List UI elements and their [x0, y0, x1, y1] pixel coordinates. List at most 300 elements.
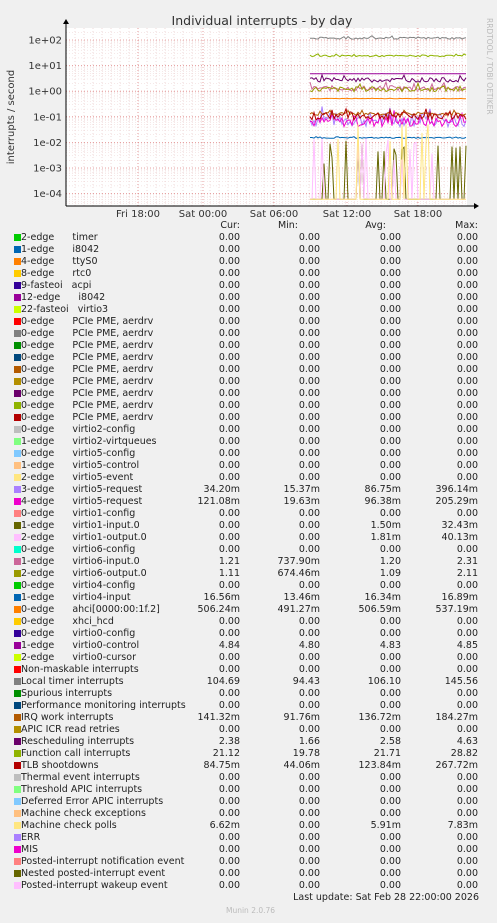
- x-tick-label: Sat 12:00: [322, 209, 372, 220]
- legend-label: Function call interrupts: [21, 748, 131, 759]
- legend-min-value: 0.00: [298, 508, 320, 519]
- legend-swatch: [14, 558, 21, 565]
- legend-row: [0, 676, 497, 688]
- legend-cur-value: 0.00: [218, 460, 240, 471]
- legend-row: [0, 772, 497, 784]
- legend-min-value: 0.00: [298, 424, 320, 435]
- legend-row: [0, 760, 497, 772]
- legend-avg-value: 0.00: [379, 268, 401, 279]
- legend-cur-value: 0.00: [218, 652, 240, 663]
- legend-avg-value: 506.59m: [358, 604, 401, 615]
- legend-cur-value: 104.69: [206, 676, 240, 687]
- legend-avg-value: 0.00: [379, 436, 401, 447]
- legend-max-value: 0.00: [456, 784, 478, 795]
- legend-row: [0, 532, 497, 544]
- legend-max-value: 0.00: [456, 292, 478, 303]
- legend-row: [0, 592, 497, 604]
- legend-cur-value: 4.84: [218, 640, 240, 651]
- legend-cur-value: 16.56m: [203, 592, 240, 603]
- legend-avg-value: 0.00: [379, 616, 401, 627]
- legend-cur-value: 0.00: [218, 628, 240, 639]
- legend-row: [0, 784, 497, 796]
- legend-row: [0, 664, 497, 676]
- legend-cur-value: 0.00: [218, 268, 240, 279]
- legend-max-value: 184.27m: [435, 712, 478, 723]
- y-axis-label: interrupts / second: [6, 69, 17, 165]
- legend-max-value: 4.63: [456, 736, 478, 747]
- y-tick-label: 1e+00: [28, 86, 62, 98]
- legend-cur-value: 0.00: [218, 340, 240, 351]
- legend-label: Machine check exceptions: [21, 808, 146, 819]
- legend-max-value: 0.00: [456, 244, 478, 255]
- legend-row: [0, 568, 497, 580]
- legend-swatch: [14, 462, 21, 469]
- legend-cur-value: 1.11: [218, 568, 240, 579]
- legend-row: [0, 820, 497, 832]
- legend-avg-value: 1.50m: [370, 520, 401, 531]
- legend-swatch: [14, 318, 21, 325]
- legend-avg-value: 0.00: [379, 376, 401, 387]
- legend-min-value: 0.00: [298, 532, 320, 543]
- legend-cur-value: 0.00: [218, 388, 240, 399]
- legend-avg-value: 0.00: [379, 472, 401, 483]
- legend-avg-value: 0.00: [379, 304, 401, 315]
- legend-min-value: 0.00: [298, 328, 320, 339]
- legend-label: 0-edge PCIe PME, aerdrv: [21, 328, 154, 339]
- legend-avg-value: 1.81m: [370, 532, 401, 543]
- last-update: Last update: Sat Feb 28 22:00:00 2026: [293, 892, 479, 903]
- legend-max-value: 0.00: [456, 436, 478, 447]
- legend-swatch: [14, 762, 21, 769]
- legend-swatch: [14, 618, 21, 625]
- legend-max-value: 0.00: [456, 664, 478, 675]
- legend-row: [0, 796, 497, 808]
- x-axis-arrow: [474, 203, 479, 209]
- legend-label: 0-edge PCIe PME, aerdrv: [21, 352, 154, 363]
- legend-label: Rescheduling interrupts: [21, 736, 135, 747]
- legend-label: 1-edge virtio4-input: [21, 592, 131, 603]
- legend-row: [0, 292, 497, 304]
- legend-label: ERR: [21, 832, 41, 843]
- legend-swatch: [14, 678, 21, 685]
- legend-avg-value: 86.75m: [364, 484, 401, 495]
- legend-label: 0-edge ahci[0000:00:1f.2]: [21, 604, 160, 615]
- legend-cur-value: 0.00: [218, 280, 240, 291]
- legend-swatch: [14, 630, 21, 637]
- legend-label: 0-edge PCIe PME, aerdrv: [21, 316, 154, 327]
- legend-min-value: 44.06m: [283, 760, 320, 771]
- legend-min-value: 0.00: [298, 820, 320, 831]
- legend-cur-value: 0.00: [218, 544, 240, 555]
- legend-min-value: 0.00: [298, 436, 320, 447]
- legend-cur-value: 0.00: [218, 700, 240, 711]
- legend-avg-value: 0.00: [379, 652, 401, 663]
- legend-swatch: [14, 486, 21, 493]
- legend-min-value: 0.00: [298, 628, 320, 639]
- legend-label: Performance monitoring interrupts: [21, 700, 186, 711]
- legend-swatch: [14, 294, 21, 301]
- legend-max-value: 0.00: [456, 412, 478, 423]
- legend-row: [0, 832, 497, 844]
- legend-row: [0, 724, 497, 736]
- legend-min-value: 0.00: [298, 796, 320, 807]
- legend-max-value: 0.00: [456, 232, 478, 243]
- legend-cur-value: 0.00: [218, 352, 240, 363]
- legend-min-value: 19.63m: [283, 496, 320, 507]
- legend-row: [0, 244, 497, 256]
- legend-max-value: 0.00: [456, 796, 478, 807]
- legend-max-value: 537.19m: [435, 604, 478, 615]
- legend-label: 1-edge virtio5-control: [21, 460, 140, 471]
- legend-max-value: 0.00: [456, 304, 478, 315]
- legend-cur-value: 0.00: [218, 244, 240, 255]
- legend-swatch: [14, 882, 21, 889]
- legend-cur-value: 0.00: [218, 292, 240, 303]
- legend-min-value: 0.00: [298, 808, 320, 819]
- legend-swatch: [14, 426, 21, 433]
- legend-min-value: 491.27m: [277, 604, 320, 615]
- legend-min-value: 0.00: [298, 700, 320, 711]
- legend-label: 1-edge virtio2-virtqueues: [21, 436, 157, 447]
- legend-row: [0, 808, 497, 820]
- legend-min-value: 0.00: [298, 292, 320, 303]
- legend-label: Threshold APIC interrupts: [21, 784, 143, 795]
- legend-max-value: 7.83m: [447, 820, 478, 831]
- legend-avg-value: 0.00: [379, 256, 401, 267]
- legend-cur-value: 0.00: [218, 520, 240, 531]
- legend-cur-value: 0.00: [218, 532, 240, 543]
- legend-max-value: 0.00: [456, 376, 478, 387]
- legend-row: [0, 520, 497, 532]
- legend-cur-value: 0.00: [218, 508, 240, 519]
- legend-swatch: [14, 846, 21, 853]
- legend-label: Deferred Error APIC interrupts: [21, 796, 164, 807]
- legend-row: [0, 484, 497, 496]
- legend-label: 3-edge virtio5-request: [21, 484, 143, 495]
- legend-row: [0, 580, 497, 592]
- legend-avg-value: 0.00: [379, 508, 401, 519]
- legend-label: 2-edge virtio0-cursor: [21, 652, 136, 663]
- legend-swatch: [14, 474, 21, 481]
- legend-min-value: 0.00: [298, 268, 320, 279]
- legend-cur-value: 0.00: [218, 856, 240, 867]
- legend-label: TLB shootdowns: [21, 760, 99, 771]
- legend-avg-value: 0.00: [379, 412, 401, 423]
- legend-avg-value: 0.00: [379, 868, 401, 879]
- legend-swatch: [14, 366, 21, 373]
- legend-max-value: 28.82: [450, 748, 478, 759]
- legend-row: [0, 388, 497, 400]
- legend-max-value: 0.00: [456, 316, 478, 327]
- legend-row: [0, 316, 497, 328]
- legend-cur-value: 0.00: [218, 436, 240, 447]
- legend-avg-value: 0.00: [379, 244, 401, 255]
- legend-row: [0, 844, 497, 856]
- x-tick-label: Fri 18:00: [116, 209, 160, 220]
- legend-avg-value: 136.72m: [358, 712, 401, 723]
- col-max-header: Max:: [455, 220, 478, 231]
- y-tick-label: 1e-04: [33, 189, 62, 201]
- legend-min-value: 91.76m: [283, 712, 320, 723]
- legend-cur-value: 0.00: [218, 256, 240, 267]
- legend-row: [0, 436, 497, 448]
- legend-max-value: 2.31: [456, 556, 478, 567]
- legend-min-value: 13.46m: [283, 592, 320, 603]
- legend-min-value: 0.00: [298, 772, 320, 783]
- legend-row: [0, 280, 497, 292]
- legend-min-value: 0.00: [298, 784, 320, 795]
- legend-cur-value: 0.00: [218, 724, 240, 735]
- legend-min-value: 0.00: [298, 544, 320, 555]
- y-tick-label: 1e-02: [33, 137, 62, 149]
- legend-avg-value: 2.58: [379, 736, 401, 747]
- y-tick-label: 1e-01: [33, 112, 62, 124]
- legend-max-value: 0.00: [456, 280, 478, 291]
- legend-min-value: 0.00: [298, 352, 320, 363]
- legend-max-value: 0.00: [456, 772, 478, 783]
- legend-min-value: 0.00: [298, 256, 320, 267]
- legend-avg-value: 123.84m: [358, 760, 401, 771]
- legend-avg-value: 0.00: [379, 448, 401, 459]
- legend-max-value: 0.00: [456, 628, 478, 639]
- legend-swatch: [14, 438, 21, 445]
- legend-min-value: 0.00: [298, 856, 320, 867]
- legend-max-value: 0.00: [456, 340, 478, 351]
- legend-row: [0, 700, 497, 712]
- legend-swatch: [14, 546, 21, 553]
- legend-min-value: 0.00: [298, 688, 320, 699]
- legend-cur-value: 0.00: [218, 364, 240, 375]
- legend-avg-value: 0.00: [379, 784, 401, 795]
- legend-label: 0-edge virtio1-config: [21, 508, 136, 519]
- legend-label: 22-fasteoi virtio3: [21, 304, 109, 315]
- legend-avg-value: 0.00: [379, 364, 401, 375]
- legend-avg-value: 0.00: [379, 844, 401, 855]
- legend-max-value: 0.00: [456, 472, 478, 483]
- legend-row: [0, 256, 497, 268]
- legend-max-value: 32.43m: [441, 520, 478, 531]
- legend-swatch: [14, 594, 21, 601]
- legend-swatch: [14, 738, 21, 745]
- legend-rows: [0, 232, 497, 892]
- legend-min-value: 0.00: [298, 520, 320, 531]
- legend-max-value: 0.00: [456, 256, 478, 267]
- legend-row: [0, 748, 497, 760]
- legend-avg-value: 0.00: [379, 832, 401, 843]
- legend-max-value: 2.11: [456, 568, 478, 579]
- legend-label: Spurious interrupts: [21, 688, 113, 699]
- legend-min-value: 674.46m: [277, 568, 320, 579]
- legend-swatch: [14, 378, 21, 385]
- legend-min-value: 0.00: [298, 472, 320, 483]
- legend-min-value: 0.00: [298, 280, 320, 291]
- legend-min-value: 0.00: [298, 304, 320, 315]
- legend-header: [0, 220, 497, 232]
- legend-cur-value: 0.00: [218, 448, 240, 459]
- legend-max-value: 0.00: [456, 268, 478, 279]
- legend-max-value: 396.14m: [435, 484, 478, 495]
- legend-avg-value: 5.91m: [370, 820, 401, 831]
- legend-avg-value: 0.00: [379, 580, 401, 591]
- legend-label: APIC ICR read retries: [21, 724, 120, 735]
- legend-avg-value: 1.09: [379, 568, 401, 579]
- legend-label: 0-edge virtio5-config: [21, 448, 136, 459]
- legend-min-value: 0.00: [298, 376, 320, 387]
- legend-cur-value: 0.00: [218, 400, 240, 411]
- legend-max-value: 40.13m: [441, 532, 478, 543]
- legend-cur-value: 0.00: [218, 424, 240, 435]
- legend-max-value: 0.00: [456, 424, 478, 435]
- legend-label: Non-maskable interrupts: [21, 664, 139, 675]
- legend-row: [0, 496, 497, 508]
- legend-avg-value: 4.83: [379, 640, 401, 651]
- legend-avg-value: 0.00: [379, 664, 401, 675]
- legend-row: [0, 460, 497, 472]
- legend-swatch: [14, 498, 21, 505]
- legend-max-value: 0.00: [456, 724, 478, 735]
- legend-max-value: 0.00: [456, 808, 478, 819]
- legend-swatch: [14, 582, 21, 589]
- legend-swatch: [14, 414, 21, 421]
- legend-min-value: 0.00: [298, 664, 320, 675]
- legend-swatch: [14, 714, 21, 721]
- legend-row: [0, 328, 497, 340]
- legend-swatch: [14, 510, 21, 517]
- legend-swatch: [14, 786, 21, 793]
- legend-max-value: 0.00: [456, 844, 478, 855]
- chart-title: Individual interrupts - by day: [171, 13, 353, 28]
- legend-label: 0-edge PCIe PME, aerdrv: [21, 376, 154, 387]
- legend-cur-value: 0.00: [218, 832, 240, 843]
- legend-label: 1-edge virtio1-input.0: [21, 520, 140, 531]
- legend-min-value: 19.78: [292, 748, 320, 759]
- legend-cur-value: 0.00: [218, 304, 240, 315]
- y-tick-label: 1e+02: [28, 35, 62, 47]
- legend-max-value: 0.00: [456, 616, 478, 627]
- legend-row: [0, 544, 497, 556]
- legend-label: 0-edge PCIe PME, aerdrv: [21, 340, 154, 351]
- legend-cur-value: 0.00: [218, 580, 240, 591]
- legend-label: Local timer interrupts: [21, 676, 124, 687]
- legend-cur-value: 0.00: [218, 328, 240, 339]
- legend-label: 2-edge virtio5-event: [21, 472, 134, 483]
- legend-avg-value: 106.10: [367, 676, 401, 687]
- legend-cur-value: 0.00: [218, 844, 240, 855]
- legend-row: [0, 412, 497, 424]
- legend-label: 0-edge virtio6-config: [21, 544, 136, 555]
- legend-row: [0, 400, 497, 412]
- legend-cur-value: 0.00: [218, 412, 240, 423]
- legend-label: 0-edge virtio4-config: [21, 580, 136, 591]
- legend-cur-value: 0.00: [218, 688, 240, 699]
- legend-cur-value: 0.00: [218, 772, 240, 783]
- legend-swatch: [14, 774, 21, 781]
- legend-avg-value: 0.00: [379, 544, 401, 555]
- legend-cur-value: 0.00: [218, 472, 240, 483]
- legend-label: 2-edge timer: [21, 232, 98, 243]
- legend-cur-value: 1.21: [218, 556, 240, 567]
- legend-min-value: 0.00: [298, 412, 320, 423]
- legend-swatch: [14, 270, 21, 277]
- legend-max-value: 4.85: [456, 640, 478, 651]
- legend-swatch: [14, 858, 21, 865]
- legend-label: 0-edge PCIe PME, aerdrv: [21, 388, 154, 399]
- legend-cur-value: 0.00: [218, 376, 240, 387]
- legend-max-value: 0.00: [456, 400, 478, 411]
- legend-row: [0, 712, 497, 724]
- legend-label: 0-edge virtio0-config: [21, 628, 136, 639]
- legend-avg-value: 0.00: [379, 328, 401, 339]
- legend-max-value: 0.00: [456, 460, 478, 471]
- legend-avg-value: 0.00: [379, 232, 401, 243]
- legend-cur-value: 6.62m: [209, 820, 240, 831]
- legend-swatch: [14, 330, 21, 337]
- legend-max-value: 0.00: [456, 868, 478, 879]
- legend-swatch: [14, 402, 21, 409]
- legend-avg-value: 16.34m: [364, 592, 401, 603]
- legend-label: 2-edge virtio1-output.0: [21, 532, 147, 543]
- legend-swatch: [14, 834, 21, 841]
- legend-cur-value: 0.00: [218, 232, 240, 243]
- legend-swatch: [14, 450, 21, 457]
- legend-max-value: 0.00: [456, 880, 478, 891]
- legend-max-value: 0.00: [456, 832, 478, 843]
- legend-row: [0, 376, 497, 388]
- x-tick-label: Sat 06:00: [249, 209, 299, 220]
- legend-swatch: [14, 654, 21, 661]
- legend-label: IRQ work interrupts: [21, 712, 114, 723]
- legend-max-value: 205.29m: [435, 496, 478, 507]
- legend-avg-value: 0.00: [379, 772, 401, 783]
- munin-version: Munin 2.0.76: [226, 906, 276, 915]
- legend-swatch: [14, 258, 21, 265]
- x-tick-label: Sat 00:00: [178, 209, 228, 220]
- legend-cur-value: 34.20m: [203, 484, 240, 495]
- legend-swatch: [14, 870, 21, 877]
- legend-max-value: 0.00: [456, 580, 478, 591]
- legend-cur-value: 506.24m: [197, 604, 240, 615]
- legend-min-value: 737.90m: [277, 556, 320, 567]
- legend-avg-value: 0.00: [379, 856, 401, 867]
- legend-swatch: [14, 666, 21, 673]
- legend-row: [0, 736, 497, 748]
- legend-label: 2-edge virtio6-output.0: [21, 568, 147, 579]
- legend-avg-value: 0.00: [379, 400, 401, 411]
- legend-cur-value: 0.00: [218, 316, 240, 327]
- legend-min-value: 0.00: [298, 868, 320, 879]
- legend-max-value: 16.89m: [441, 592, 478, 603]
- legend-avg-value: 0.00: [379, 688, 401, 699]
- col-min-header: Min:: [277, 220, 298, 231]
- legend-avg-value: 0.00: [379, 700, 401, 711]
- legend-cur-value: 141.32m: [197, 712, 240, 723]
- legend-label: 1-edge virtio6-input.0: [21, 556, 140, 567]
- legend-min-value: 94.43: [292, 676, 320, 687]
- legend-row: [0, 232, 497, 244]
- legend-min-value: 0.00: [298, 232, 320, 243]
- legend-row: [0, 628, 497, 640]
- legend-label: Thermal event interrupts: [21, 772, 140, 783]
- legend-row: [0, 364, 497, 376]
- legend-max-value: 0.00: [456, 700, 478, 711]
- legend-swatch: [14, 606, 21, 613]
- legend-max-value: 0.00: [456, 688, 478, 699]
- legend-cur-value: 84.75m: [203, 760, 240, 771]
- legend-cur-value: 2.38: [218, 736, 240, 747]
- legend-max-value: 0.00: [456, 448, 478, 459]
- legend-avg-value: 0.00: [379, 388, 401, 399]
- chart: [0, 0, 497, 220]
